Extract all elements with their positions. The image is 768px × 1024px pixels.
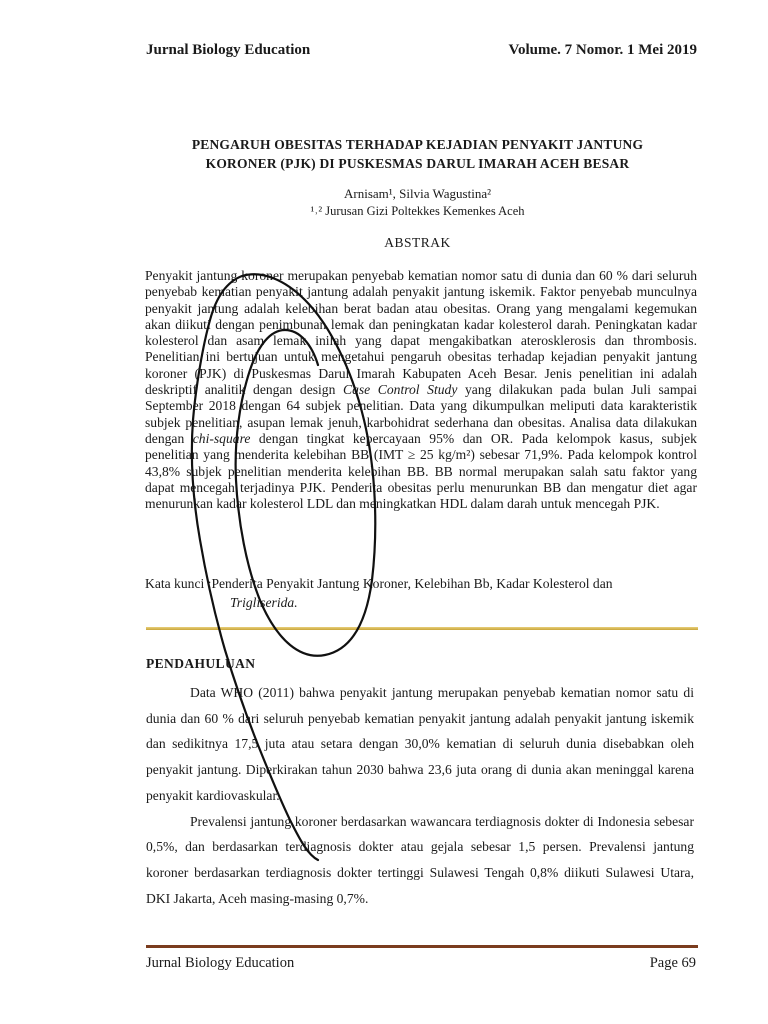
abstract-text-part-1: Penyakit jantung koroner merupakan penyebab kematian nomor satu di dunia dan 60 % dari seluruh penyebab kematian penyakit jantung adalah penyakit jantung iskemik. Faktor penyebab munculnya penyakit jantung adalah kelebihan berat badan atau obesitas. Orang yang mengalami kegemukan akan diikuti dengan penimbunan lemak dan peningkatan kadar kolesterol darah. Peningkatan kadar kolesterol dan asam lemak inilah yang dapat mengakibatkan aterosklerosis dan thrombosis. Penelitian ini bertujuan untuk mengetahui pengaruh obesitas terhadap kejadian penyakit jantung koroner (PJK) di Puskesmas Darul Imarah Kabupaten Aceh Besar. Jenis penelitian ini adalah deskriptif analitik dengan design (145, 268, 697, 398)
article-title (140, 135, 695, 173)
article-title-line-2: KORONER (PJK) DI PUSKESMAS DARUL IMARAH ACEH BESAR (205, 156, 630, 171)
abstract-italic-method: chi-square (192, 430, 251, 446)
section-divider (146, 627, 698, 630)
keywords-block (145, 574, 697, 612)
keywords-text: Penderita Penyakit Jantung Koroner, Kelebihan Bb, Kadar Kolesterol dan (211, 576, 613, 591)
section-body (146, 680, 694, 911)
article-title-line-1: PENGARUH OBESITAS TERHADAP KEJADIAN PENYAKIT JANTUNG (191, 137, 644, 152)
footer-journal-name: Jurnal Biology Education (146, 955, 295, 971)
abstract-heading: ABSTRAK (384, 235, 451, 250)
keywords-italic: Trigliserida. (230, 595, 298, 610)
article-authors: Arnisam¹, Silvia Wagustina² (344, 186, 491, 201)
abstract-italic-study-design: Case Control Study (343, 382, 458, 398)
abstract-text-part-3: dengan tingkat kepercayaan 95% dan OR. Pada kelompok kasus, subjek penelitian yang menderita kelebihan BB (IMT ≥ 25 kg/m²) sebesar 71,9%. Pada kelompok kontrol 43,8% subjek penelitian menderita kelebihan BB. BB normal merupakan salah satu faktor yang dapat mencegah terjadinya PJK. Penderita obesitas perlu menurunkan BB dan mengatur diet agar menurunkan kadar kolesterol LDL dan meningkatkan HDL dalam darah untuk mencegah PJK. (145, 430, 697, 512)
footer-divider (146, 945, 698, 948)
body-paragraph-1: Data WHO (2011) bahwa penyakit jantung merupakan penyebab kematian nomor satu di dunia dan 60 % dari seluruh penyebab kematian penyakit jantung adalah penyakit jantung iskemik dan sedikitnya 17,5 juta atau setara dengan 30,0% kematian di seluruh dunia disebabkan oleh penyakit jantung. Diperkirakan tahun 2030 bahwa 23,6 juta orang di dunia akan meninggal karena penyakit kardiovaskular. (146, 685, 694, 803)
abstract-text-part-2: yang dilakukan pada bulan Juli sampai September 2018 dengan 64 subjek penelitian. Data yang dikumpulkan meliputi data karakteristik subjek penelitian, asupan lemak jenuh, karbohidrat sederhana dan obesitas. Analisa data dilakukan dengan (145, 382, 697, 446)
section-heading: PENDAHULUAN (146, 656, 256, 671)
article-affiliation: ¹˒² Jurusan Gizi Poltekkes Kemenkes Aceh (310, 204, 525, 218)
header-volume-info: Volume. 7 Nomor. 1 Mei 2019 (508, 42, 697, 58)
header-journal-name: Jurnal Biology Education (146, 42, 311, 58)
footer-page-number: Page 69 (649, 955, 696, 971)
body-paragraph-2: Prevalensi jantung koroner berdasarkan wawancara terdiagnosis dokter di Indonesia sebesar 0,5%, dan berdasarkan terdiagnosis dokter atau gejala sebesar 1,5 persen. Prevalensi jantung koroner berdasarkan terdiagnosis dokter tertinggi Sulawesi Tengah 0,8% diikuti Sulawesi Utara, DKI Jakarta, Aceh masing-masing 0,7%. (146, 813, 694, 906)
abstract-body (145, 268, 697, 512)
keywords-label: Kata kunci : (145, 576, 212, 591)
